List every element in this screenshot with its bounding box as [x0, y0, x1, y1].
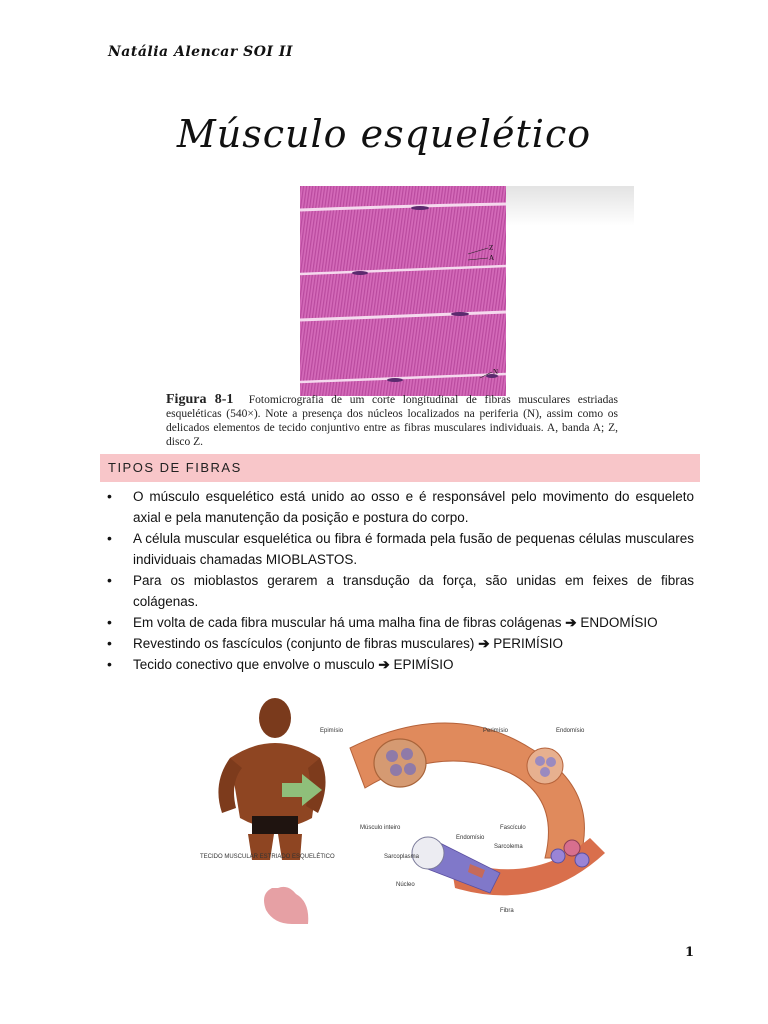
list-item [100, 654, 694, 675]
muscle-anatomy-illustration [200, 688, 648, 924]
label-a: A [489, 254, 495, 262]
bullet-text: Em volta de cada fibra muscular há uma malha fina de fibras colágenas [133, 615, 562, 630]
list-item [100, 612, 694, 633]
label-n: N [493, 368, 499, 376]
label-fibra: Fibra [500, 908, 514, 914]
caption-text: Fotomicrografia de um corte longitudinal de fibras musculares estriadas esqueléticas (540×). Note a presença dos núcleos localizados na periferia (N), assim como os delicados elementos de tecido conjuntivo entre as fibras musculares individuais. A, banda A; Z, disco Z. [166, 394, 618, 448]
caption-label: Figura 8-1 [166, 392, 234, 407]
arrow-right-icon: ➔ [378, 657, 390, 672]
label-perimisio: Perimísio [483, 728, 509, 734]
label-endomisio-top: Endomísio [556, 728, 585, 734]
label-musculo-inteiro: Músculo inteiro [360, 825, 401, 831]
bullet-term: PERIMÍSIO [493, 636, 564, 651]
bullet-text: O músculo esquelético está unido ao osso e é responsável pelo movimento do esqueleto axial e pela manutenção da posição e postura do corpo. [133, 489, 694, 525]
list-item [100, 528, 694, 570]
label-nucleo: Núcleo [396, 882, 415, 888]
page-title: Músculo esquelético [176, 112, 592, 156]
section-heading-bar [100, 454, 700, 482]
label-tecido: TECIDO MUSCULAR ESTRIADO ESQUELÉTICO [200, 854, 335, 860]
label-fasciculo: Fascículo [500, 825, 526, 831]
fascicle-section [527, 748, 563, 784]
list-item [100, 486, 694, 528]
micrograph-figure [300, 186, 634, 396]
image-shadow [504, 186, 634, 226]
label-z: Z [489, 244, 494, 252]
label-epimisio: Epimísio [320, 728, 344, 734]
bullet-text: A célula muscular esquelética ou fibra é formada pela fusão de pequenas células musculares individuais chamadas MIOBLASTOS. [133, 531, 694, 567]
label-sarcolema: Sarcolema [494, 844, 523, 850]
label-sarcoplasma: Sarcoplasma [384, 854, 420, 860]
bullet-term: EPIMÍSIO [393, 657, 454, 672]
bullet-text: Tecido conectivo que envolve o musculo [133, 657, 375, 672]
list-item [100, 570, 694, 612]
list-item [100, 633, 694, 654]
label-endomisio: Endomísio [456, 835, 485, 841]
author-header: Natália Alencar SOI II [108, 44, 293, 60]
muscle-structure-diagram [200, 688, 648, 924]
bullet-list [100, 486, 694, 675]
arrow-right-icon: ➔ [565, 615, 577, 630]
bullet-term: ENDOMÍSIO [580, 615, 658, 630]
arrow-right-icon: ➔ [478, 636, 490, 651]
striated-muscle-micrograph [300, 186, 506, 396]
section-heading: TIPOS DE FIBRAS [108, 460, 242, 475]
figure-caption [166, 393, 618, 449]
bullet-text: Revestindo os fascículos (conjunto de fibras musculares) [133, 636, 475, 651]
page-number: 1 [685, 945, 695, 960]
whole-muscle-section [374, 739, 426, 787]
bullet-text: Para os mioblastos gerarem a transdução da força, são unidas em feixes de fibras colágenas. [133, 573, 694, 609]
